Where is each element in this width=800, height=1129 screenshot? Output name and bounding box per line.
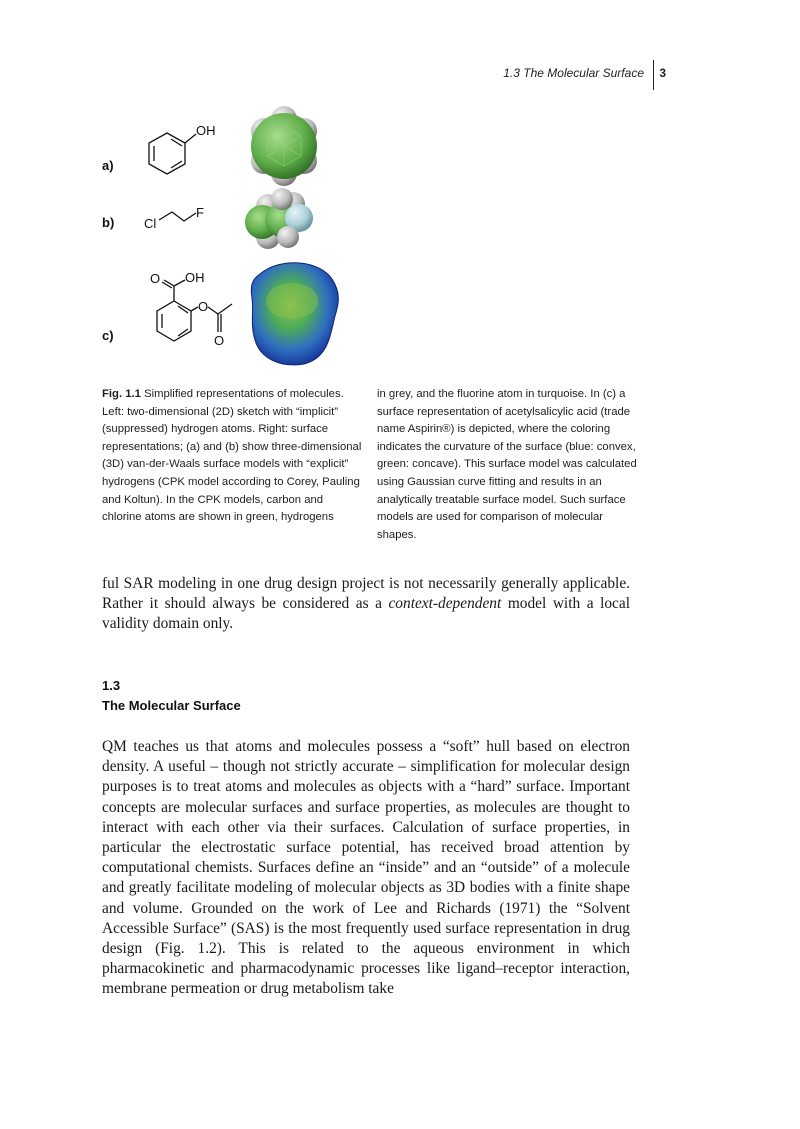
- page-number: 3: [659, 66, 666, 80]
- figure-caption-text-left: Simplified representations of molecules. Left: two-dimensional (2D) sketch with “implicit” (suppressed) hydrogen atoms. Right: surface representations; (a) and (b) show three-dimensional (3D) van-der-Waals surface models with “explicit” hydrogens (CPK model according to Corey, Pauling and Koltun). In the CPK models, carbon and chlorine atoms are shown in green, hydrogens: [102, 388, 362, 524]
- chloroethyl-fluoride-2d-structure: [159, 212, 196, 221]
- figure-caption-label: Fig. 1.1: [102, 388, 141, 400]
- figure-caption-text-right: in grey, and the fluorine atom in turquoise. In (c) a surface representation of acetylsalicylic acid (trade name Aspirin®) is depicted, where the coloring indicates the curvature of the surface (blue: convex, green: concave). This surface model was calculated using Gaussian curve fitting and results in an analytically treatable surface model. Such surface models are used for comparison of molecular shapes.: [377, 388, 637, 541]
- section-heading: [102, 676, 241, 716]
- paragraph-molecular-surface: QM teaches us that atoms and molecules possess a “soft” hull based on electron density. A useful – though not strictly accurate – simplification for molecular design purposes is to treat atoms and molecules as objects with a “hard” surface. Important concepts are molecular surfaces and surface properties, as molecules are thought to interact with each other via their surfaces. Calculation of surface properties, in particular the electrostatic surface potential, has received broad attention by computational chemists. Surfaces define an “inside” and an “outside” of a molecule and greatly facilitate modeling of molecular objects as 3D bodies with a finite shape and volume. Grounded on the work of Lee and Richards (1971) the “Solvent Accessible Surface” (SAS) is the most frequently used surface representation in drug design (Fig. 1.2). This is related to the aqueous environment in which pharmacokinetic and pharmacodynamic processes like ligand–receptor interaction, membrane permeation or drug metabolism take: [102, 738, 630, 998]
- paragraph-sar-text-end: model with a local validity domain only.: [102, 595, 630, 633]
- atom-label-acetyl-o: O: [214, 333, 225, 348]
- atom-label-f: F: [196, 205, 204, 220]
- figure-label-b: b): [102, 215, 115, 230]
- paragraph-sar: [102, 574, 630, 635]
- atom-label-cl: Cl: [144, 216, 157, 231]
- header-rule: [653, 60, 655, 90]
- paragraph-sar-emphasis: context-dependent: [388, 595, 502, 613]
- atom-label-oh-phenol: OH: [196, 123, 216, 138]
- aspirin-surface-model: [251, 263, 338, 365]
- phenol-cpk-model: [251, 106, 317, 186]
- figure-label-a: a): [102, 158, 114, 173]
- paragraph-sar-text: ful SAR modeling in one drug design project is not necessarily generally applicable. Rather it should always be considered as a: [102, 575, 630, 613]
- figure-caption-right: [377, 386, 637, 544]
- molecule-drawings: [92, 96, 342, 371]
- chloroethyl-fluoride-cpk-model: [245, 188, 313, 249]
- running-header: [503, 66, 666, 80]
- section-title: The Molecular Surface: [102, 698, 241, 713]
- figure-molecules: [92, 96, 342, 371]
- figure-label-c: c): [102, 328, 114, 343]
- running-title: 1.3 The Molecular Surface: [503, 66, 644, 80]
- atom-label-carbonyl-o: O: [150, 271, 161, 286]
- aspirin-2d-structure: [157, 280, 232, 341]
- atom-label-ester-o: O: [198, 299, 209, 314]
- section-number: 1.3: [102, 678, 121, 693]
- figure-caption-left: [102, 386, 362, 527]
- phenol-2d-structure: [149, 133, 196, 174]
- atom-label-oh-aspirin: OH: [185, 270, 205, 285]
